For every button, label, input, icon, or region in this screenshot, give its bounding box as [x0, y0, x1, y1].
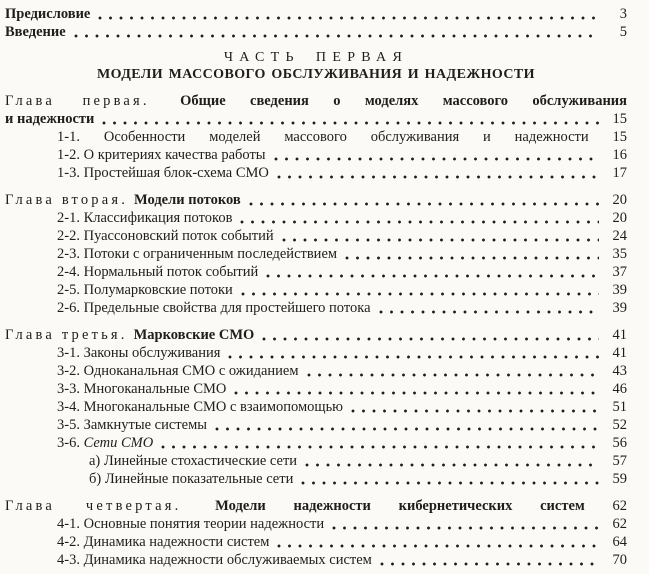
chapter-prefix: Глава третья. [5, 327, 128, 343]
toc-item [5, 164, 627, 182]
page-number: 57 [612, 453, 627, 469]
item-label [57, 344, 220, 362]
item-number: 1-1. [57, 129, 80, 145]
page-number: 70 [612, 552, 627, 568]
toc-item [5, 533, 627, 551]
toc-item [5, 299, 627, 317]
item-number: 1-2. [57, 147, 80, 163]
dot-leader [262, 337, 599, 341]
chapter-prefix: Глава вторая. [5, 192, 129, 208]
dot-leader [282, 238, 599, 242]
page-number: 35 [612, 246, 627, 262]
entry-title: Предисловие [5, 6, 91, 22]
item-title: Замкнутые системы [83, 417, 207, 433]
item-label [57, 398, 343, 416]
toc-item [5, 362, 627, 380]
toc-item [5, 245, 627, 263]
item-title: Динамика надежности обслуживаемых систем [83, 552, 372, 568]
item-title: Особенности моделей массового обслуживания и надежности [103, 129, 589, 145]
item-title: Простейшая блок-схема СМО [83, 165, 269, 181]
dot-leader [380, 562, 599, 566]
toc-item [5, 263, 627, 281]
dot-leader [161, 445, 599, 449]
item-number: 3-3. [57, 381, 80, 397]
item-number: 1-3. [57, 165, 80, 181]
item-label [57, 515, 324, 533]
page-number: 62 [612, 516, 627, 532]
dot-leader [102, 121, 599, 125]
page-number: 56 [612, 435, 627, 451]
item-number: 2-1. [57, 210, 80, 226]
page-number: 64 [612, 534, 627, 550]
part-title: МОДЕЛИ МАССОВОГО ОБСЛУЖИВАНИЯ И НАДЕЖНОСТИ [97, 67, 535, 82]
dot-leader [215, 427, 599, 431]
dot-leader [307, 373, 599, 377]
item-number: 2-6. [57, 300, 80, 316]
page-number: 59 [612, 471, 627, 487]
page-number: 20 [612, 210, 627, 226]
page-number: 62 [612, 498, 628, 514]
item-label [57, 299, 371, 317]
page-number: 43 [612, 363, 627, 379]
dot-leader [234, 391, 599, 395]
item-label [57, 263, 258, 281]
item-label [89, 452, 297, 470]
chapter-list [5, 92, 627, 569]
item-title: Многоканальные СМО с взаимопомощью [83, 399, 344, 415]
item-label [57, 146, 266, 164]
dot-leader [240, 220, 599, 224]
entry-title: Введение [5, 24, 66, 40]
dot-leader [74, 34, 599, 38]
item-title: Основные понятия теории надежности [83, 516, 325, 532]
page-number: 39 [612, 282, 627, 298]
item-number: 4-1. [57, 516, 80, 532]
page-number: 16 [612, 147, 627, 163]
chapter-prefix: Глава первая. [5, 93, 150, 109]
dot-leader [98, 16, 599, 20]
item-label [57, 362, 299, 380]
page-number: 3 [619, 6, 627, 22]
dot-leader [379, 310, 600, 314]
item-title: Предельные свойства для простейшего потока [83, 300, 371, 316]
item-number: 3-6. [57, 435, 80, 451]
chapter-title: Марковские СМО [133, 327, 255, 343]
page-number: 15 [612, 129, 628, 145]
toc-item [5, 416, 627, 434]
item-label [57, 245, 337, 263]
page-number: 17 [612, 165, 627, 181]
item-title: Нормальный поток событий [83, 264, 259, 280]
chapter-prefix: Глава четвертая. [5, 498, 182, 514]
page-number: 46 [612, 381, 627, 397]
item-label [57, 416, 207, 434]
page-number: 20 [612, 192, 627, 208]
dot-leader [228, 355, 599, 359]
item-number: 2-5. [57, 282, 80, 298]
item-number: 3-4. [57, 399, 80, 415]
item-title: Линейные показательные сети [104, 471, 294, 487]
item-label [89, 470, 293, 488]
dot-leader [305, 463, 599, 467]
page-number: 39 [612, 300, 627, 316]
item-label [57, 533, 269, 551]
chapter-title-continued: и надежности [5, 111, 95, 127]
chapter-heading [5, 191, 627, 209]
chapter-heading [5, 497, 627, 515]
front-matter-entry [5, 23, 627, 41]
item-number: 4-2. [57, 534, 80, 550]
toc-item [5, 515, 627, 533]
toc-subitem [5, 452, 627, 470]
item-number: б) [89, 471, 102, 487]
page-number: 41 [612, 327, 627, 343]
part-kicker: ЧАСТЬ ПЕРВАЯ [223, 50, 409, 65]
chapter-heading-continued [5, 110, 627, 128]
toc-subitem [5, 470, 627, 488]
front-matter-entry [5, 5, 627, 23]
item-label [57, 281, 233, 299]
item-label [57, 164, 269, 182]
dot-leader [266, 274, 599, 278]
dot-leader [351, 409, 599, 413]
chapter-title: Модели надежности кибернетических систем [215, 498, 585, 514]
front-matter-list [5, 5, 627, 41]
item-number: 2-2. [57, 228, 80, 244]
item-number: 3-1. [57, 345, 80, 361]
chapter-title: Модели потоков [134, 192, 241, 208]
part-heading [5, 50, 627, 83]
toc-item [5, 227, 627, 245]
dot-leader [301, 481, 599, 485]
item-label [57, 551, 372, 569]
item-number: 3-2. [57, 363, 80, 379]
item-title: Сети СМО [83, 435, 154, 451]
dot-leader [249, 202, 599, 206]
chapter-title: Общие сведения о моделях массового обслуживания [180, 93, 628, 109]
item-title: Динамика надежности систем [83, 534, 270, 550]
page-number: 24 [612, 228, 627, 244]
dot-leader [274, 157, 599, 161]
item-label [57, 227, 274, 245]
item-title: Классификация потоков [83, 210, 233, 226]
chapter-heading [5, 92, 627, 110]
dot-leader [241, 292, 599, 296]
item-number: а) [89, 453, 101, 469]
item-title: Одноканальная СМО с ожиданием [83, 363, 299, 379]
toc-item [5, 209, 627, 227]
page-number: 51 [612, 399, 627, 415]
toc-item [5, 434, 627, 452]
toc-item [5, 398, 627, 416]
item-number: 4-3. [57, 552, 80, 568]
item-title: Многоканальные СМО [83, 381, 227, 397]
page-number: 41 [612, 345, 627, 361]
item-label [57, 209, 232, 227]
chapter-heading [5, 326, 627, 344]
chapter-block [5, 326, 627, 488]
toc-item [5, 281, 627, 299]
item-number: 3-5. [57, 417, 80, 433]
item-title: Пуассоновский поток событий [83, 228, 274, 244]
item-title: Линейные стохастические сети [103, 453, 298, 469]
chapter-block [5, 92, 627, 182]
toc-item [5, 128, 627, 146]
dot-leader [332, 526, 599, 530]
dot-leader [277, 175, 599, 179]
item-title: Полумарковские потоки [83, 282, 233, 298]
page-number: 52 [612, 417, 627, 433]
dot-leader [345, 256, 599, 260]
toc-item [5, 380, 627, 398]
page-number: 5 [619, 24, 627, 40]
item-title: Законы обслуживания [83, 345, 221, 361]
toc-item [5, 551, 627, 569]
toc-item [5, 146, 627, 164]
item-title: Потоки с ограниченным последействием [83, 246, 338, 262]
item-number: 2-4. [57, 264, 80, 280]
page-number: 15 [612, 111, 627, 127]
item-label [57, 380, 226, 398]
item-number: 2-3. [57, 246, 80, 262]
item-label [57, 434, 153, 452]
chapter-block [5, 191, 627, 317]
toc-item [5, 344, 627, 362]
item-title: О критериях качества работы [83, 147, 266, 163]
page-number: 37 [612, 264, 627, 280]
chapter-block [5, 497, 627, 569]
dot-leader [277, 544, 599, 548]
